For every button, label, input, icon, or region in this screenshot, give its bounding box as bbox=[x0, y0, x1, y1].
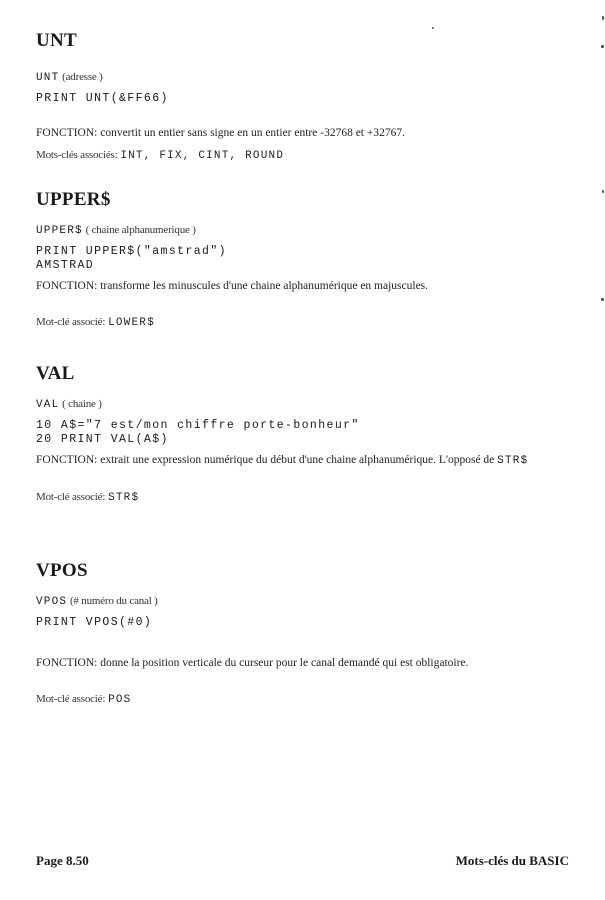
fonction-text: extrait une expression numérique du début d'une chaine alphanumérique. L'opposé de bbox=[100, 454, 495, 466]
fonction-reference: STR$ bbox=[497, 455, 529, 467]
scan-speck bbox=[602, 190, 604, 193]
syntax-line bbox=[36, 594, 158, 609]
section-upper bbox=[36, 189, 576, 329]
section-title: UPPER$ bbox=[36, 189, 111, 210]
section-val bbox=[36, 363, 576, 504]
fonction-text: donne la position verticale du curseur pour le canal demandé qui est obligatoire. bbox=[100, 657, 469, 669]
syntax-argument: ( chaine alphanumerique ) bbox=[85, 224, 196, 236]
syntax-line bbox=[36, 397, 102, 412]
fonction-label: FONCTION: bbox=[36, 280, 98, 292]
example-line: 10 A$="7 est/mon chiffre porte-bonheur" bbox=[36, 419, 360, 432]
example-output: AMSTRAD bbox=[36, 259, 95, 272]
syntax-argument: (adresse ) bbox=[62, 71, 103, 83]
associated-keywords bbox=[36, 490, 139, 505]
chapter-title: Mots-clés du BASIC bbox=[455, 853, 569, 868]
fonction-description bbox=[36, 279, 576, 293]
associated-keywords bbox=[36, 692, 131, 707]
syntax-argument: (# numéro du canal ) bbox=[69, 595, 158, 607]
fonction-text: convertit un entier sans signe en un entier entre -32768 et +32767. bbox=[100, 127, 405, 139]
example-line: PRINT VPOS(#0) bbox=[36, 616, 153, 629]
section-unt bbox=[36, 30, 576, 162]
syntax-line bbox=[36, 70, 103, 85]
section-vpos bbox=[36, 560, 576, 706]
example-line: 20 PRINT VAL(A$) bbox=[36, 433, 169, 446]
fonction-description bbox=[36, 656, 576, 670]
scan-speck bbox=[602, 16, 604, 20]
assoc-label: Mot-clé associé: bbox=[36, 316, 106, 328]
section-title: VAL bbox=[36, 363, 75, 384]
syntax-keyword: VPOS bbox=[36, 596, 68, 608]
syntax-argument: ( chaine ) bbox=[62, 398, 102, 410]
assoc-label: Mots-clés associés: bbox=[36, 149, 118, 161]
example-line: PRINT UNT(&FF66) bbox=[36, 92, 169, 105]
fonction-description bbox=[36, 126, 576, 140]
fonction-description bbox=[36, 453, 576, 468]
assoc-label: Mot-clé associé: bbox=[36, 491, 106, 503]
fonction-label: FONCTION: bbox=[36, 454, 98, 466]
scan-speck bbox=[601, 298, 604, 301]
assoc-value: LOWER$ bbox=[108, 317, 155, 329]
assoc-value: POS bbox=[108, 694, 132, 706]
scan-speck bbox=[432, 27, 434, 29]
associated-keywords bbox=[36, 148, 284, 163]
syntax-keyword: VAL bbox=[36, 399, 60, 411]
fonction-text: transforme les minuscules d'une chaine alphanumérique en majuscules. bbox=[100, 280, 429, 292]
scan-speck bbox=[601, 45, 604, 48]
fonction-label: FONCTION: bbox=[36, 127, 98, 139]
syntax-keyword: UNT bbox=[36, 72, 60, 84]
assoc-value: STR$ bbox=[108, 492, 140, 504]
syntax-line bbox=[36, 223, 196, 238]
section-title: VPOS bbox=[36, 560, 88, 581]
example-line: PRINT UPPER$("amstrad") bbox=[36, 245, 227, 258]
page-number: Page 8.50 bbox=[36, 853, 89, 868]
assoc-value: INT, FIX, CINT, ROUND bbox=[120, 150, 285, 162]
section-title: UNT bbox=[36, 30, 78, 51]
syntax-keyword: UPPER$ bbox=[36, 225, 83, 237]
fonction-label: FONCTION: bbox=[36, 657, 98, 669]
assoc-label: Mot-clé associé: bbox=[36, 693, 106, 705]
associated-keywords bbox=[36, 315, 155, 330]
